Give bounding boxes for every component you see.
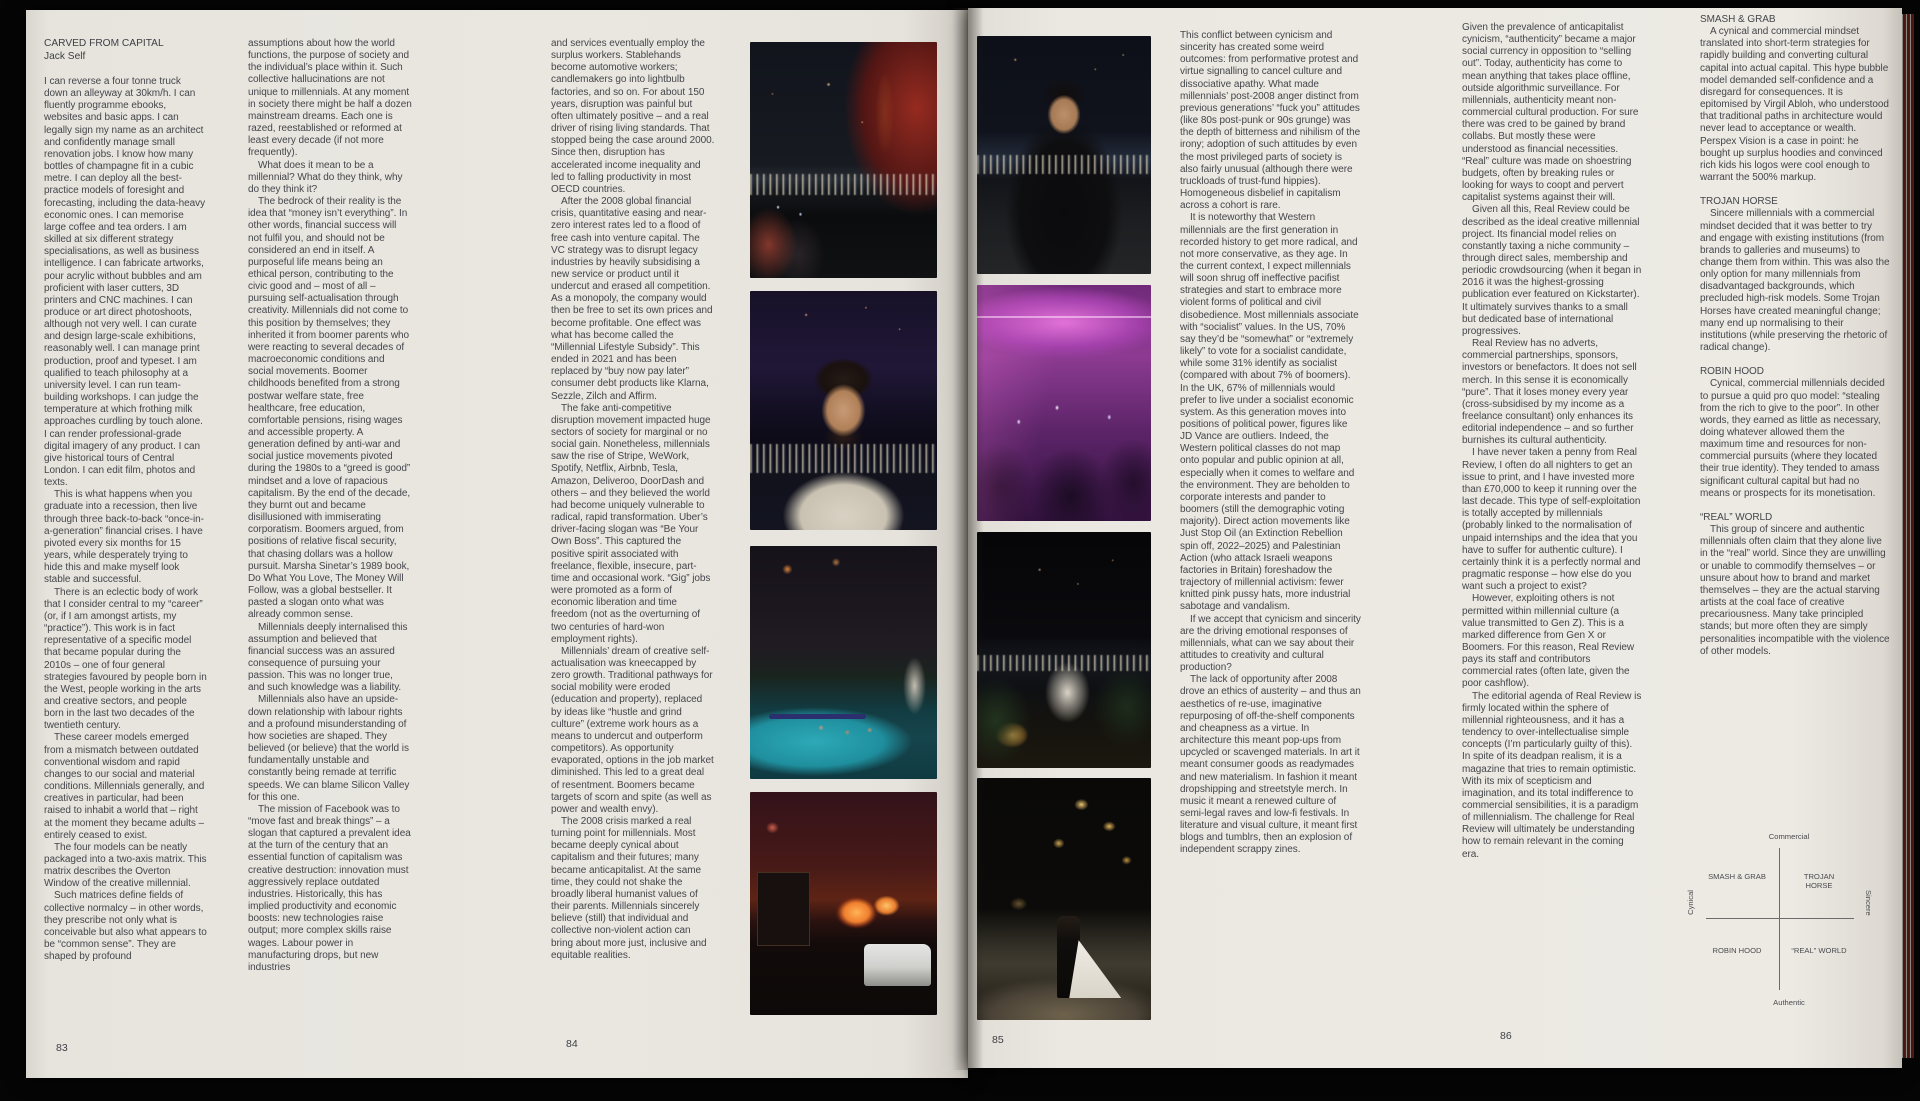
section-heading: TROJAN HORSE [1700,196,1778,208]
page-number-85: 85 [992,1034,1004,1046]
paragraph: The four models can be neatly packaged into a two-axis matrix. This matrix describes the Overton Window of the creative millennial. [44,841,207,890]
page-number-84: 84 [566,1038,578,1050]
section-real-world [1700,512,1890,658]
city-lights-band [750,444,937,473]
white-suv [864,944,931,986]
paragraph: Given the prevalence of anticapitalist cynicism, “authenticity” became a major social currency in opposition to “selling out”. Today, authenticity has come to mean anything that takes place offline, outside algorithmic surveillance. For millennials, authenticity meant non-commercial cultural production. For sure there was cred to be gained by brand collabs. But mostly these were understood as financial necessities. “Real” culture was made on shoestring budgets, often by breaking rules or looking for ways to coopt and pervert capitalist systems against their will. [1462,22,1639,204]
quadrant-robin-hood: ROBIN HOOD [1712,946,1762,955]
article-header [44,38,164,63]
photo-roadside-explosions [750,792,937,1015]
text-column-p85 [1180,30,1361,1030]
overton-matrix-diagram [1684,830,1894,1018]
photo-purple-concert-crowd [977,285,1151,521]
pool-inflatable [769,714,866,719]
text-column-p83-2 [248,38,412,1028]
paragraph: Such matrices define fields of collective normalcy – in other words, they prescribe not only what is conceivable but also what appears to be “common sense”. They are shaped by profound [44,890,207,963]
page-number-83: 83 [56,1042,68,1054]
section-heading: ROBIN HOOD [1700,366,1764,378]
paragraph: The bedrock of their reality is the idea that “money isn’t everything”. In other words, financial success will not fulfil you, and should not be considered an end in itself. A purposeful life means being an ethical person, contributing to the civic good and – most of all – pursuing self-actualisation through creativity. Millennials did not come to this position by themselves; they inherited it from boomer parents who were reacting to several decades of macroeconomic conditions and social movements. Boomer childhoods benefited from a strong postwar welfare state, free healthcare, free education, comfortable pensions, rising wages and accessible property. A generation defined by anti-war and social justice movements pivoted during the 1980s to a “greed is good” mindset and a love of rapacious capitalism. By the end of the decade, they burnt out and became disillusioned with immiserating corporatism. Boomers argued, from positions of relative fiscal security, that chasing dollars was a hollow pursuit. Marsha Sinetar’s 1989 book, Do What You Love, The Money Will Follow, was a global bestseller. It pasted a slogan onto what was already common sense. [248,196,411,621]
paragraph: After the 2008 global financial crisis, quantitative easing and near-zero interest rates led to a flood of free cash into venture capital. The VC strategy was to disrupt legacy industries by heavily subsidising a new service or product until it undercut and erased all competition. As a monopoly, the company would then be free to set its own prices and become profitable. One effect was what has become called the “Millennial Lifestyle Subsidy”. This ended in 2021 and has been replaced by “buy now pay later” consumer debt products like Klarna, Sezzle, Zilch and Affirm. [551,196,713,402]
axis-label-cynical: Cynical [1686,890,1695,915]
paragraph: If we accept that cynicism and sincerity are the driving emotional responses of millennials, what can we say about their attitudes to creativity and cultural production? [1180,613,1361,674]
photo-wedding-couple-dance [977,778,1151,1020]
section-robin-hood [1700,366,1890,500]
paragraph: However, exploiting others is not permitted within millennial culture (a value transmitted to Gen Z). This is a marked difference from Gen X or Boomers. For this reason, Real Review pays its staff and contributors commercial rates (often late, given the poor cashflow). [1462,593,1635,690]
paragraph: I have never taken a penny from Real Review, I often do all nighters to get an issue to print, and I have invested more than £70,000 to keep it running over the last decade. This type of self-exploitation is totally accepted by millennials (probably linked to the normalisation of unpaid internships and the idea that you have to suffer for authentic culture). I certainly think it is a perfectly normal and pragmatic response – how else do you want such a project to exist? [1462,447,1641,593]
page-right [968,8,1902,1068]
section-heading: “REAL” WORLD [1700,511,1773,523]
page-left [26,10,968,1078]
axis-label-authentic: Authentic [1773,998,1805,1007]
article-author: Jack Self [44,50,86,62]
diagram-vertical-axis [1779,848,1780,990]
paragraph: These career models emerged from a mismatch between outdated conventional wisdom and rapid changes to our social and material conditions. Millennials generally, and creatives in particular, had been raised to inhabit a world that – right at the moment they became adults – entirely ceased to exist. [44,732,205,841]
paragraph: Millennials also have an upside-down relationship with labour rights and a profound misunderstanding of how societies are shaped. They believed (or believe) that the world is fundamentally unstable and constantly being remade at terrific speeds. We can blame Silicon Valley for this one. [248,694,410,803]
section-body: A cynical and commercial mindset translated into short-term strategies for rapidly building and converting cultural capital into actual capital. This hype bubble model demanded self-confidence and a disregard for consequences. It is epitomised by Virgil Abloh, who understood that traditional paths in architecture would never lead to acceptance or wealth. Perspex Vision is a case in point: he bought up surplus hoodies and convinced rich kids his logos were cool enough to warrant the 500% markup. [1700,26,1889,184]
paragraph: and services eventually employ the surplus workers. Stablehands become automotive workers; candlemakers go into lightbulb factories, and so on. For about 150 years, disruption was painful but often ultimately positive – and a real driver of rising living standards. That stopped being the case around 2000. Since then, disruption has accelerated income inequality and led to falling productivity in most OECD countries. [551,38,715,195]
paragraph: It is noteworthy that Western millennials are the first generation in recorded history to get more radical, and not more conservative, as they age. In the current context, I expect millennials will soon shrug off ineffective pacifist strategies and start to embrace more violent forms of political and civil disobedience. Most millennials associate with “socialist” values. In the US, 70% say they’d be “somewhat” or “extremely likely” to vote for a socialist candidate, while some 31% identify as socialist (compared with about 7% of boomers). In the UK, 67% of millennials would prefer to live under a socialist economic system. As this generation moves into positions of political power, figures like JD Vance are outliers. Indeed, the Western political classes do not map onto popular and public opinion at all, especially when it comes to welfare and the environment. They are beholden to corporate interests and pander to boomers (still the demographic voting majority). Direct action movements like Just Stop Oil (an Extinction Rebellion spin off, 2022–2025) and Palestinian Action (who attack Israeli weapons factories in Britain) foreshadow the trajectory of millennial activism: fewer knitted pink pussy hats, more industrial sabotage and vandalism. [1180,212,1359,613]
axis-label-commercial: Commercial [1768,832,1810,841]
section-heading: SMASH & GRAB [1700,14,1776,25]
paragraph: Millennials’ dream of creative self-actualisation was kneecapped by zero growth. Traditional pathways for social mobility were eroded (education and property), replaced by ideas like “hustle and grind culture” (extreme work hours as a means to undercut and outperform competitors). As opportunity evaporated, options in the job market diminished. This led to a great deal of resentment. Boomers became targets of scorn and spite (as well as power and wealth envy). [551,645,714,815]
photo-man-in-black-overlook [977,36,1151,274]
paragraph: This is what happens when you graduate into a recession, then live through three back-to-back “once-in-a-generation” financial crises. I have pivoted every six months for 15 years, while desperately trying to hide this and make myself look stable and successful. [44,489,204,586]
section-smash-and-grab [1700,14,1890,184]
quadrant-trojan-horse: TROJAN HORSE [1803,872,1835,890]
photo-saxophonist-night-city [750,42,937,278]
paragraph: I can reverse a four tonne truck down an alleyway at 30km/h. I can fluently programme ebooks, websites and basic apps. I can legally sign my name as an architect and confidently manage small renovation jobs. I know how many bottles of champagne fit in a cubic metre. I can deploy all the best-practice models of foresight and forecasting, including the data-heavy economic ones. I can memorise large coffee and tea orders. I am skilled at six different strategy specialisations, as well as business intelligence. I can fabricate artworks, pour acrylic without bubbles and am proficient with laser cutters, 3D printers and CNC machines. I can produce or art direct photoshoots, although not very well. I can curate and design large-scale exhibitions, reasonably well. I can manage print production, proof and typeset. I am qualified to teach philosophy at a university level. I can run team-building workshops. I can judge the temperature at which frothing milk approaches curdling by touch alone. I can render professional-grade digital imagery of any product. I can give historical tours of Central London. I can edit film, photos and texts. [44,76,206,489]
page-stack-edge [1902,14,1914,1058]
photo-rooftop-dinner-party [977,532,1151,768]
paragraph: The fake anti-competitive disruption movement impacted huge sectors of society for marginal or no social gain. Nonetheless, millennials saw the rise of Stripe, WeWork, Spotify, Netflix, Airbnb, Tesla, Amazon, Deliveroo, DoorDash and others – and they believed the world had become uniquely vulnerable to radical, rapid transformation. Uber’s driver-facing slogan was “Be Your Own Boss”. This captured the positive spirit associated with freelance, flexible, insecure, part-time and occasional work. “Gig” jobs were promoted as a form of economic liberation and time freedom (not as the overturning of two centuries of hard-won employment rights). [551,402,711,645]
paragraph: The editorial agenda of Real Review is firmly located within the sphere of millennial righteousness, and it has a tendency to over-intellectualise simple concepts (I’m particularly guilty of this). In spite of its deadpan realism, it is a magazine that tries to remain optimistic. With its mix of scepticism and imagination, and its total indifference to commercial sensibilities, it is a paradigm of millennialism. The challenge for Real Review will ultimately be understanding how to remain relevant in the coming era. [1462,690,1642,860]
sidebar-models-column [1700,14,1890,824]
quadrant-smash-and-grab: SMASH & GRAB [1708,872,1766,881]
city-lights-band [977,155,1151,174]
page-number-86: 86 [1500,1030,1512,1042]
text-column-p86 [1462,22,1643,1027]
paragraph: The mission of Facebook was to “move fast and break things” – a slogan that captured a prevalent idea at the turn of the century that an essential function of capitalism was creative destruction: innovation must aggressively replace outdated industries. Historically, this has implied productivity and economic boosts: new technologies raise output; more complex skills raise wages. Labour power in manufacturing drops, but new industries [248,803,411,973]
stage-truss [977,316,1151,318]
paragraph: Real Review has no adverts, commercial partnerships, sponsors, investors or benefactors. It does not sell merch. In this sense it is economically “pure”. That it loses money every year (cross-subsidised by my income as a freelance consultant) only enhances its editorial independence – and so further burnishes its cultural authenticity. [1462,338,1637,447]
section-body: This group of sincere and authentic millennials often claim that they alone live in the “real” world. Since they are unwilling or unable to commodify themselves – or unsure about how to brand and market themselves – they are the actual starving artists at the coal face of creative precariousness. Many take principled stands; but more often they are simply personalities incompatible with the violence of other models. [1700,524,1890,657]
city-lights-band [750,174,937,195]
section-trojan-horse [1700,196,1890,354]
article-title: CARVED FROM CAPITAL [44,38,164,49]
photo-night-portrait-man [750,291,937,530]
container-structure [757,872,809,945]
axis-label-sincere: Sincere [1864,890,1873,916]
city-lights-band [977,655,1151,672]
paragraph: There is an eclectic body of work that I consider central to my “career” (or, if I am amongst artists, my “practice”). This work is in fact representative of a specific model that became popular during the 2010s – one of four general strategies favoured by people born in the West, people working in the arts and creative sectors, and people born in the last two decades of the twentieth century. [44,586,207,732]
text-column-p83-1 [44,76,207,1028]
paragraph: The 2008 crisis marked a real turning point for millennials. Most became deeply cynical about capitalism and their futures; many became anticapitalist. At the same time, they could not shake the broadly liberal humanist values of their parents. Millennials sincerely believe (still) that individual and collective non-violent action can bring about more just, inclusive and equitable realities. [551,816,707,961]
section-body: Sincere millennials with a commercial mindset decided that it was better to try and engage with existing institutions (from brands to galleries and museums) to change them from within. This was also the only option for many millennials from disadvantaged backgrounds, which precluded high-risk models. Some Trojan Horses have created meaningful change; many end up normalising to their institutions (while preserving the rhetoric of radical change). [1700,208,1890,354]
photo-pool-party [750,546,937,779]
paragraph: This conflict between cynicism and sincerity has created some weird outcomes: from performative protest and virtue signalling to cancel culture and dissociative apathy. What made millennials’ post-2008 anger distinct from previous generations’ “fuck you” attitudes (like 80s post-punk or 90s grunge) was the depth of bitterness and nihilism of the irony; adoption of such attitudes by even the most privileged parts of society is also fairly unusual (although there were truckloads of trust-fund hippies). Homogeneous disbelief in capitalism across a cohort is rare. [1180,30,1361,212]
paragraph: What does it mean to be a millennial? What do they think, why do they think it? [248,159,403,195]
paragraph: The lack of opportunity after 2008 drove an ethics of austerity – and thus an aesthetics of re-use, imaginative repurposing of off-the-shelf components and cheapness as a virtue. In architecture this meant pop-ups from upcycled or scavenged materials. In art it meant consumer goods as readymades and new materialism. In fashion it meant dropshipping and streetstyle merch. In music it meant a renewed culture of semi-legal raves and low-fi festivals. In literature and visual culture, it meant first blogs and tumblrs, then an explosion of independent scrappy zines. [1180,674,1361,856]
paragraph: Millennials deeply internalised this assumption and believed that financial success was an assured consequence of pursuing your passion. This was no longer true, and such knowledge was a liability. [248,621,408,694]
text-column-p84 [551,38,715,1028]
diagram-horizontal-axis [1706,918,1854,919]
quadrant-real-world: “REAL” WORLD [1791,946,1847,955]
paragraph: assumptions about how the world functions, the purpose of society and the individual’s place within it. Such collective hallucinations are not unique to millennials. At any moment in society there might be half a dozen mainstream dreams. Each one is razed, reestablished or reformed at least every decade (if not more frequently). [248,38,412,159]
paragraph: Given all this, Real Review could be described as the ideal creative millennial project. Its financial model relies on constantly taxing a niche community – through direct sales, membership and periodic crowdsourcing (when it began in 2016 it was the highest-grossing publication ever featured on Kickstarter). It ultimately survives thanks to a small but dedicated base of international progressives. [1462,204,1642,337]
section-body: Cynical, commercial millennials decided to pursue a quid pro quo model: “stealing from the rich to give to the poor”. In other words, they earned as little as necessary, doing whatever allowed them the maximum time and resources for non-commercial pursuits (where they located their true identity). They tended to amass significant cultural capital but had no means or prospects for its monetisation. [1700,378,1885,499]
